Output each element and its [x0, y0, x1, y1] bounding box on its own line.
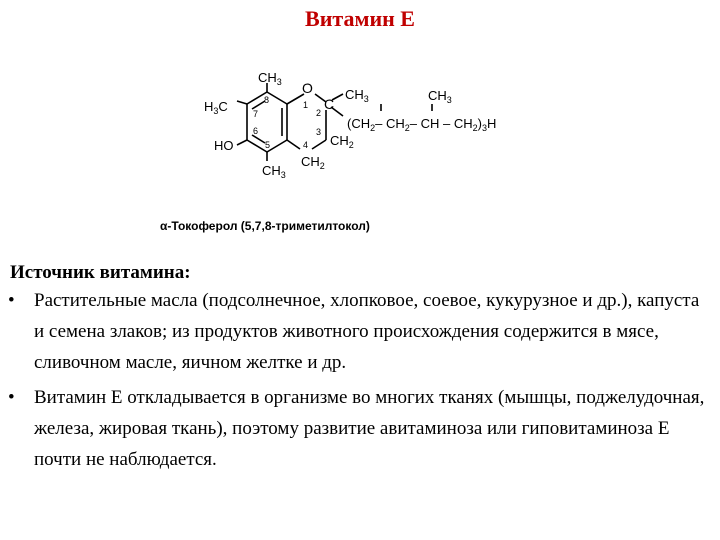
tocopherol-structure-diagram	[200, 56, 540, 206]
position-2: 2	[316, 108, 322, 118]
ch3-top-label: $CH_3$	[258, 70, 282, 87]
position-6: 6	[253, 126, 259, 136]
ch2-ring-label: $CH_2$	[330, 133, 354, 150]
bullet-dot: •	[8, 290, 15, 311]
h3c-label: $H_3C$	[204, 99, 228, 116]
source-heading: Источник витамина:	[10, 262, 191, 283]
slide-title: Витамин Е	[305, 6, 415, 31]
position-3: 3	[316, 127, 322, 137]
ch3-right-label: $CH_3$	[345, 87, 369, 104]
ch3-chain-label: $CH_3$	[428, 88, 452, 105]
carbon-label: C	[324, 96, 335, 112]
bullet-text: Растительные масла (подсолнечное, хлопковое, соевое, кукурузное и др.), капуста и семена злаков; из продуктов животного происхождения содержится в мясе, сливочном масле, яичном желтке и др.	[34, 290, 700, 373]
ch2-bottom-label: $CH_2$	[301, 154, 325, 171]
ho-label: HO	[214, 138, 234, 153]
alpha-symbol: α	[160, 219, 168, 233]
bullet-item-sources	[8, 285, 713, 378]
bullet-list	[8, 285, 713, 475]
position-1: 1	[303, 100, 309, 110]
bullet-item-storage	[8, 382, 713, 475]
structure-caption	[160, 219, 370, 233]
caption-text: -Токоферол (5,7,8-триметилтокол)	[167, 219, 370, 233]
position-5: 5	[265, 140, 271, 150]
position-8: 8	[264, 95, 270, 105]
oxygen-label: O	[302, 80, 313, 96]
position-7: 7	[253, 109, 259, 119]
position-4: 4	[303, 140, 309, 150]
ch3-bottom-label: $CH_3$	[262, 163, 286, 180]
side-chain-label: ($CH_2-$ $CH_2-$ CH – $CH_2)_3H$	[347, 116, 497, 133]
bullet-text: Витамин Е откладывается в организме во многих тканях (мышцы, поджелудочная, железа, жировая ткань), поэтому развитие авитаминоза или гиповитаминоза Е почти не наблюдается.	[34, 387, 705, 470]
bullet-dot: •	[8, 387, 15, 408]
